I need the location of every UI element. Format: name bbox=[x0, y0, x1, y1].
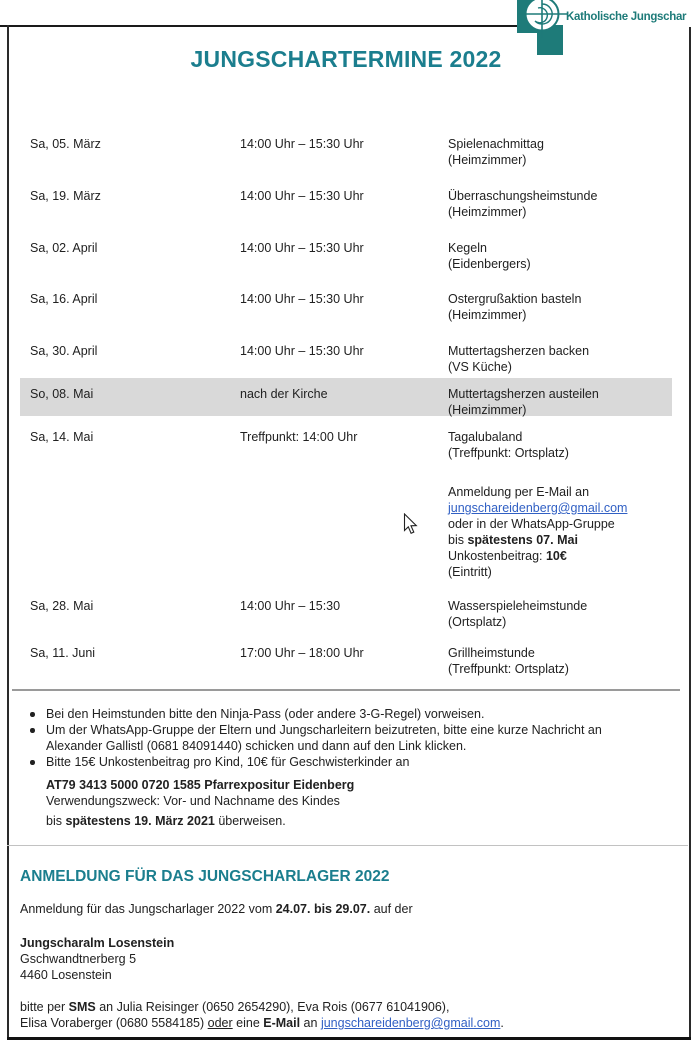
event-time: 14:00 Uhr – 15:30 Uhr bbox=[240, 344, 364, 358]
event-location: (Heimzimmer) bbox=[448, 153, 527, 167]
page-title: JUNGSCHARTERMINE 2022 bbox=[190, 46, 502, 72]
event-name: Wasserspieleheimstunde bbox=[448, 599, 588, 613]
event-date: Sa, 05. März bbox=[30, 137, 101, 151]
list-item bbox=[28, 706, 640, 722]
schedule-row bbox=[30, 429, 678, 461]
event-location: (Treffpunkt: Ortsplatz) bbox=[448, 662, 569, 676]
event-location: (Ortsplatz) bbox=[448, 615, 507, 629]
event-time: 14:00 Uhr – 15:30 Uhr bbox=[240, 137, 364, 151]
payment-details bbox=[46, 777, 646, 829]
list-item bbox=[28, 722, 640, 754]
event-time: 17:00 Uhr – 18:00 Uhr bbox=[240, 646, 364, 660]
schedule-row-highlighted bbox=[30, 386, 678, 418]
schedule-row bbox=[30, 291, 678, 323]
event-location: (Treffpunkt: Ortsplatz) bbox=[448, 446, 569, 460]
event-date: Sa, 16. April bbox=[30, 292, 98, 306]
event-time: 14:00 Uhr – 15:30 Uhr bbox=[240, 241, 364, 255]
event-time: 14:00 Uhr – 15:30 bbox=[240, 599, 341, 613]
mouse-cursor bbox=[403, 513, 418, 535]
payment-deadline: bis spätestens 19. März 2021 überweisen. bbox=[46, 814, 286, 828]
page-border-top bbox=[0, 25, 531, 27]
bullet-icon bbox=[30, 728, 35, 733]
bullet-text: Bei den Heimstunden bitte den Ninja-Pass (oder andere 3-G-Regel) vorweisen. bbox=[46, 707, 485, 721]
event-date: Sa, 19. März bbox=[30, 189, 101, 203]
event-time: 14:00 Uhr – 15:30 Uhr bbox=[240, 189, 364, 203]
page-border-bottom bbox=[7, 1037, 691, 1040]
venue-street: Gschwandtnerberg 5 bbox=[20, 952, 137, 966]
bullet-icon bbox=[30, 760, 35, 765]
contact-line: Elisa Voraberger (0680 5584185) oder eine E-Mail an jungschareidenberg@gmail.com. bbox=[20, 1016, 504, 1030]
event-location: (VS Küche) bbox=[448, 360, 512, 374]
schedule-row bbox=[30, 136, 678, 168]
schedule-row bbox=[30, 598, 678, 630]
bullet-text: Bitte 15€ Unkostenbeitrag pro Kind, 10€ für Geschwisterkinder an bbox=[46, 755, 410, 769]
note-line: (Eintritt) bbox=[448, 565, 492, 579]
iban-line: AT79 3413 5000 0720 1585 Pfarrexpositur Eidenberg bbox=[46, 778, 355, 792]
contact-line: bitte per SMS an Julia Reisinger (0650 2654290), Eva Rois (0677 61041906), bbox=[20, 1000, 450, 1014]
schedule-row bbox=[30, 343, 678, 375]
camp-section-heading: ANMELDUNG FÜR DAS JUNGSCHARLAGER 2022 bbox=[20, 868, 390, 885]
schedule-row bbox=[30, 240, 678, 272]
event-date: Sa, 14. Mai bbox=[30, 430, 94, 444]
event-name: Tagalubaland bbox=[448, 430, 523, 444]
note-line: bis spätestens 07. Mai bbox=[448, 533, 578, 547]
event-date: So, 08. Mai bbox=[30, 387, 94, 401]
schedule-row bbox=[30, 645, 678, 677]
camp-contact-paragraph bbox=[20, 999, 660, 1031]
camp-venue-address bbox=[20, 935, 420, 983]
bullet-text: Um der WhatsApp-Gruppe der Eltern und Jungscharleitern beizutreten, bitte eine kurze Nachricht an Alexander Gallistl (0681 84091440) schicken und dann auf den Link klicken. bbox=[46, 723, 602, 753]
event-time: nach der Kirche bbox=[240, 387, 328, 401]
event-name: Grillheimstunde bbox=[448, 646, 535, 660]
payment-purpose: Verwendungszweck: Vor- und Nachname des Kindes bbox=[46, 794, 340, 808]
compass-logo-icon bbox=[512, 0, 570, 42]
venue-name: Jungscharalm Losenstein bbox=[20, 936, 175, 950]
venue-city: 4460 Losenstein bbox=[20, 968, 112, 982]
section-divider bbox=[12, 689, 680, 691]
event-date: Sa, 28. Mai bbox=[30, 599, 94, 613]
email-link[interactable]: jungschareidenberg@gmail.com bbox=[448, 501, 628, 515]
event-date: Sa, 30. April bbox=[30, 344, 98, 358]
page-border-right bbox=[689, 27, 691, 1039]
event-location: (Eidenbergers) bbox=[448, 257, 531, 271]
schedule-row bbox=[30, 188, 678, 220]
page-border-left bbox=[7, 25, 9, 1039]
email-link[interactable]: jungschareidenberg@gmail.com bbox=[320, 1016, 501, 1030]
event-date: Sa, 11. Juni bbox=[30, 646, 96, 660]
camp-intro-paragraph: Anmeldung für das Jungscharlager 2022 vom 24.07. bis 29.07. auf der bbox=[20, 902, 413, 916]
note-line: Unkostenbeitrag: 10€ bbox=[448, 549, 567, 563]
event-time: Treffpunkt: 14:00 Uhr bbox=[240, 430, 358, 444]
event-name: Muttertagsherzen austeilen bbox=[448, 387, 599, 401]
info-bullet-list bbox=[28, 706, 640, 770]
event-location: (Heimzimmer) bbox=[448, 403, 527, 417]
event-date: Sa, 02. April bbox=[30, 241, 98, 255]
event-name: Kegeln bbox=[448, 241, 487, 255]
event-name: Ostergrußaktion basteln bbox=[448, 292, 582, 306]
bullet-icon bbox=[30, 712, 35, 717]
event-location: (Heimzimmer) bbox=[448, 205, 527, 219]
section-divider bbox=[7, 845, 688, 846]
event-time: 14:00 Uhr – 15:30 Uhr bbox=[240, 292, 364, 306]
event-name: Spielenachmittag bbox=[448, 137, 544, 151]
event-name: Muttertagsherzen backen bbox=[448, 344, 590, 358]
event-location: (Heimzimmer) bbox=[448, 308, 527, 322]
registration-note bbox=[448, 484, 680, 580]
event-name: Überraschungsheimstunde bbox=[448, 189, 598, 203]
note-line: Anmeldung per E-Mail an bbox=[448, 485, 590, 499]
logo-wordmark: Katholische Jungschar bbox=[566, 11, 687, 23]
list-item bbox=[28, 754, 640, 770]
note-line: oder in der WhatsApp-Gruppe bbox=[448, 517, 615, 531]
